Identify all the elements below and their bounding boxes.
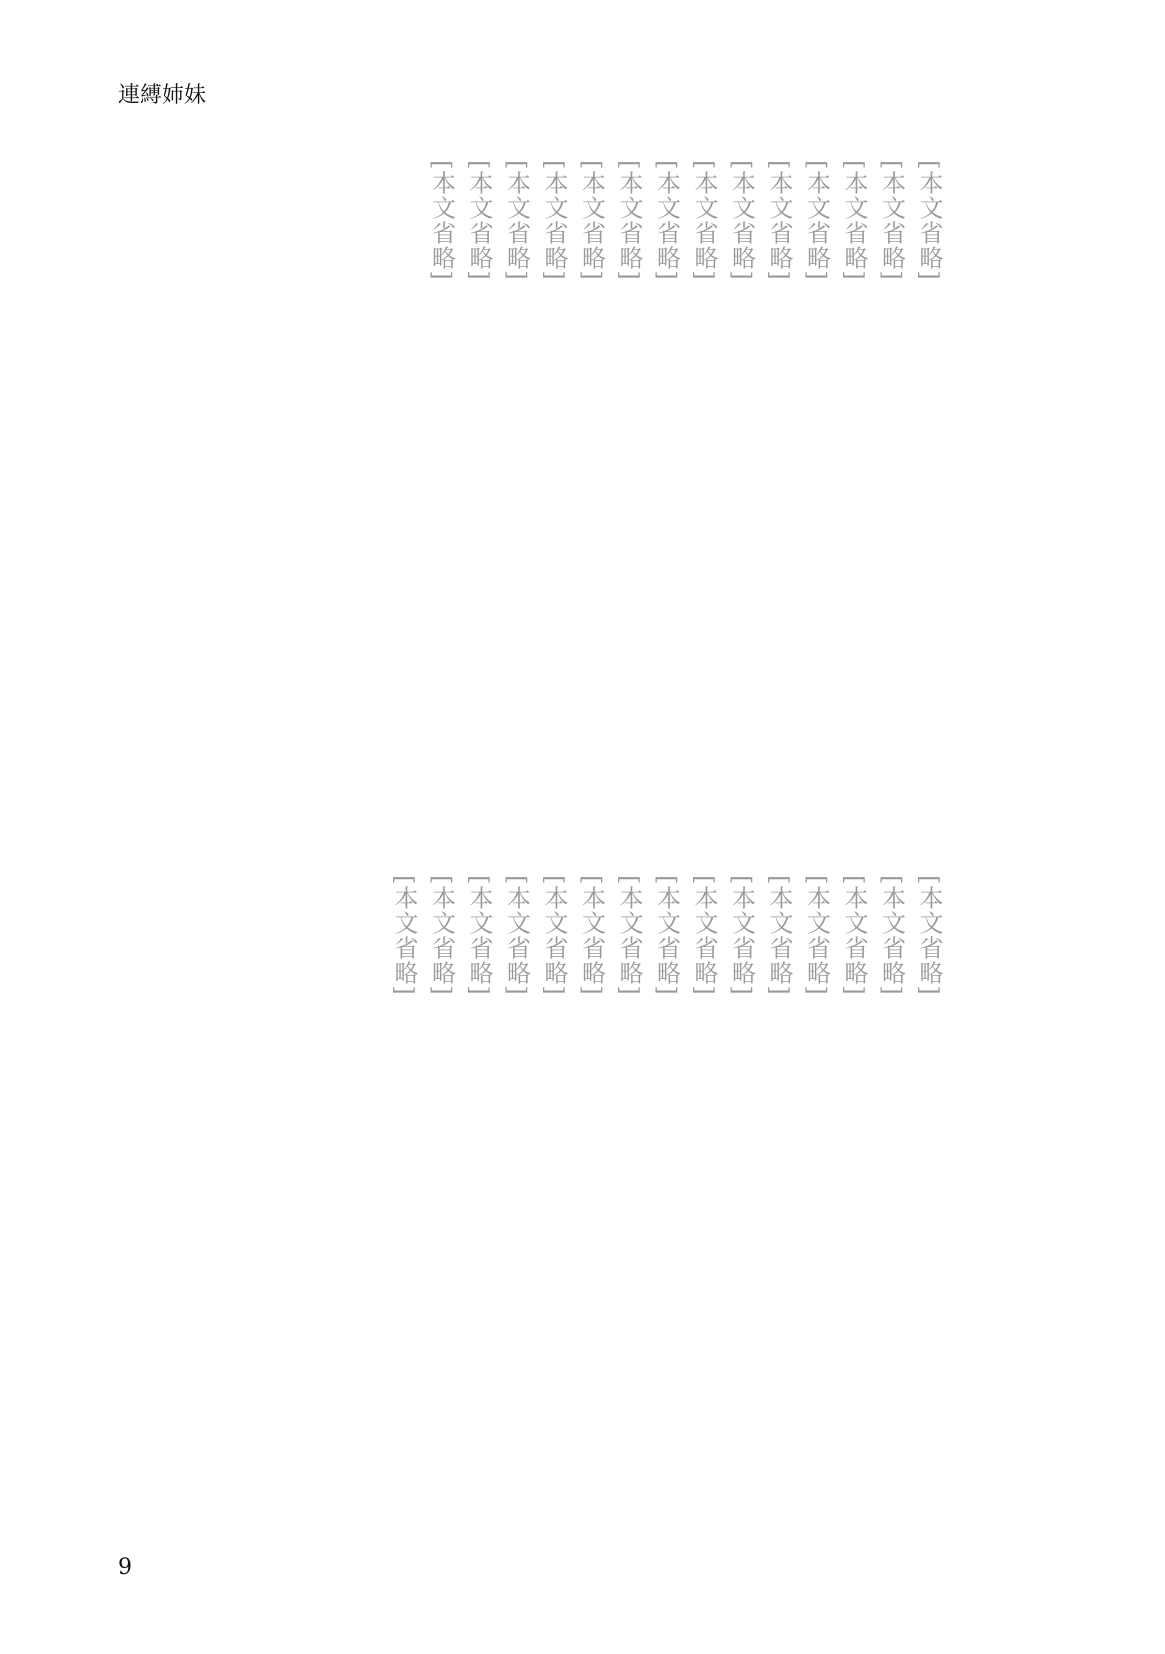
text-column: [本文省略] — [652, 160, 681, 281]
text-column: [本文省略] — [577, 875, 606, 996]
text-column: [本文省略] — [915, 875, 943, 996]
text-column: [本文省略] — [502, 875, 531, 996]
text-block-top — [422, 160, 947, 800]
text-column: [本文省略] — [877, 875, 906, 996]
text-column: [本文省略] — [840, 875, 868, 996]
text-column: [本文省略] — [427, 875, 456, 996]
text-column: [本文省略] — [802, 875, 831, 996]
text-column: [本文省略] — [615, 875, 643, 996]
text-column: [本文省略] — [840, 160, 868, 281]
text-column: [本文省略] — [615, 160, 643, 281]
text-column: [本文省略] — [465, 160, 493, 281]
text-column: [本文省略] — [690, 160, 718, 281]
text-column: [本文省略] — [540, 160, 568, 281]
text-column: [本文省略] — [765, 160, 793, 281]
text-column: [本文省略] — [390, 875, 418, 996]
text-column: [本文省略] — [765, 875, 793, 996]
text-column: [本文省略] — [727, 160, 756, 281]
text-column: [本文省略] — [427, 160, 456, 281]
text-column: [本文省略] — [877, 160, 906, 281]
text-column: [本文省略] — [802, 160, 831, 281]
text-column: [本文省略] — [577, 160, 606, 281]
text-column: [本文省略] — [540, 875, 568, 996]
text-column: [本文省略] — [502, 160, 531, 281]
running-title: 連縛姉妹 — [118, 83, 207, 108]
text-column: [本文省略] — [727, 875, 756, 996]
page-number: 9 — [118, 1555, 132, 1580]
text-column: [本文省略] — [465, 875, 493, 996]
text-column: [本文省略] — [652, 875, 681, 996]
text-block-bottom — [385, 875, 948, 1515]
text-column: [本文省略] — [915, 160, 943, 281]
text-column: [本文省略] — [690, 875, 718, 996]
